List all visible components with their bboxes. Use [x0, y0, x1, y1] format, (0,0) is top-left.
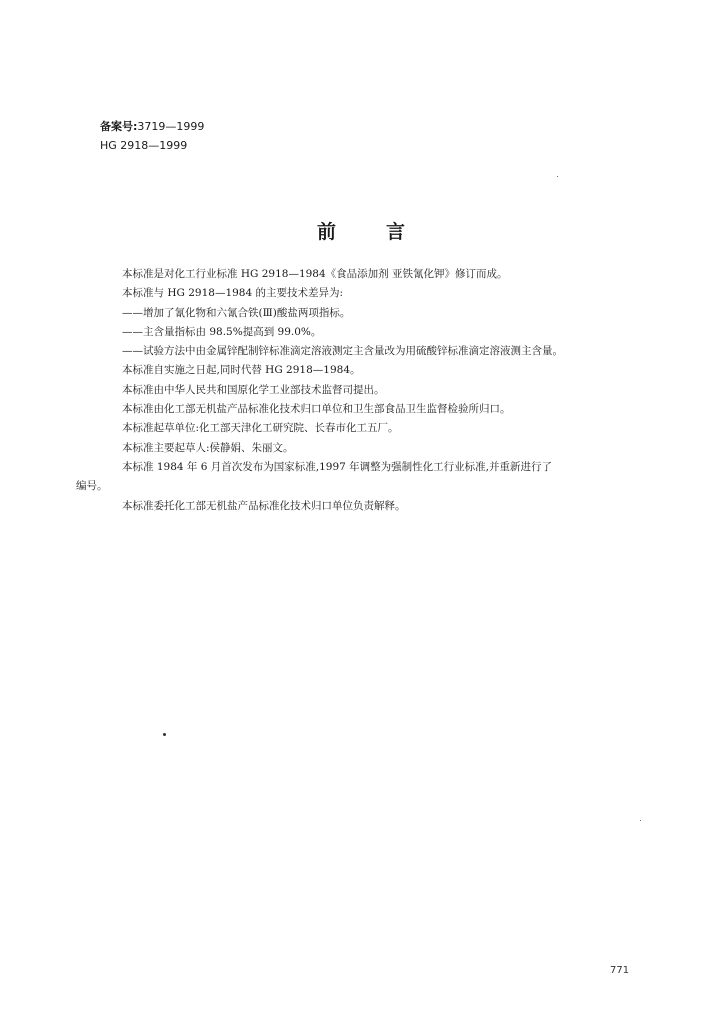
paragraph-proposer: 本标准由中华人民共和国原化学工业部技术监督司提出。	[122, 383, 385, 396]
scan-speck	[163, 733, 166, 736]
page-number: 771	[610, 965, 630, 976]
scan-speck	[557, 176, 558, 177]
paragraph-difference-1: ——增加了氰化物和六氰合铁(Ⅲ)酸盐两项指标。	[122, 306, 351, 319]
record-number-line	[100, 117, 204, 136]
standard-code: HG 2918—1999	[100, 139, 188, 152]
record-number-label: 备案号:	[100, 120, 138, 133]
paragraph-drafting-units: 本标准起草单位:化工部天津化工研究院、长春市化工五厂。	[122, 422, 399, 435]
paragraph-difference-3: ——试验方法中由金属锌配制锌标准滴定溶液测定主含量改为用硫酸锌标准滴定溶液测主含量。	[122, 345, 563, 358]
paragraph-effective-date: 本标准自实施之日起,同时代替 HG 2918—1984。	[122, 364, 361, 377]
paragraph-history-line1: 本标准 1984 年 6 月首次发布为国家标准,1997 年调整为强制性化工行业标准,并重新进行了	[122, 460, 552, 473]
paragraph-administrator: 本标准由化工部无机盐产品标准化技术归口单位和卫生部食品卫生监督检验所归口。	[122, 403, 511, 416]
document-header	[100, 117, 204, 155]
paragraph-differences-intro: 本标准与 HG 2918—1984 的主要技术差异为:	[122, 287, 344, 300]
paragraph-revision-source: 本标准是对化工行业标准 HG 2918—1984《食品添加剂 亚铁氰化钾》修订而成。	[122, 268, 508, 280]
paragraph-interpretation: 本标准委托化工部无机盐产品标准化技术归口单位负责解释。	[122, 499, 406, 512]
paragraph-drafters: 本标准主要起草人:侯静娟、朱丽文。	[122, 441, 294, 454]
paragraph-history-cont	[76, 477, 660, 496]
paragraph-difference-2: ——主含量指标由 98.5%提高到 99.0%。	[122, 325, 322, 338]
paragraph-history-line2: 编号。	[76, 480, 108, 493]
page-title: 前言	[316, 221, 455, 243]
record-number-value: 3719—1999	[137, 120, 205, 133]
foreword-body	[76, 265, 660, 516]
paragraph-history	[100, 458, 660, 477]
scan-speck	[640, 820, 641, 821]
